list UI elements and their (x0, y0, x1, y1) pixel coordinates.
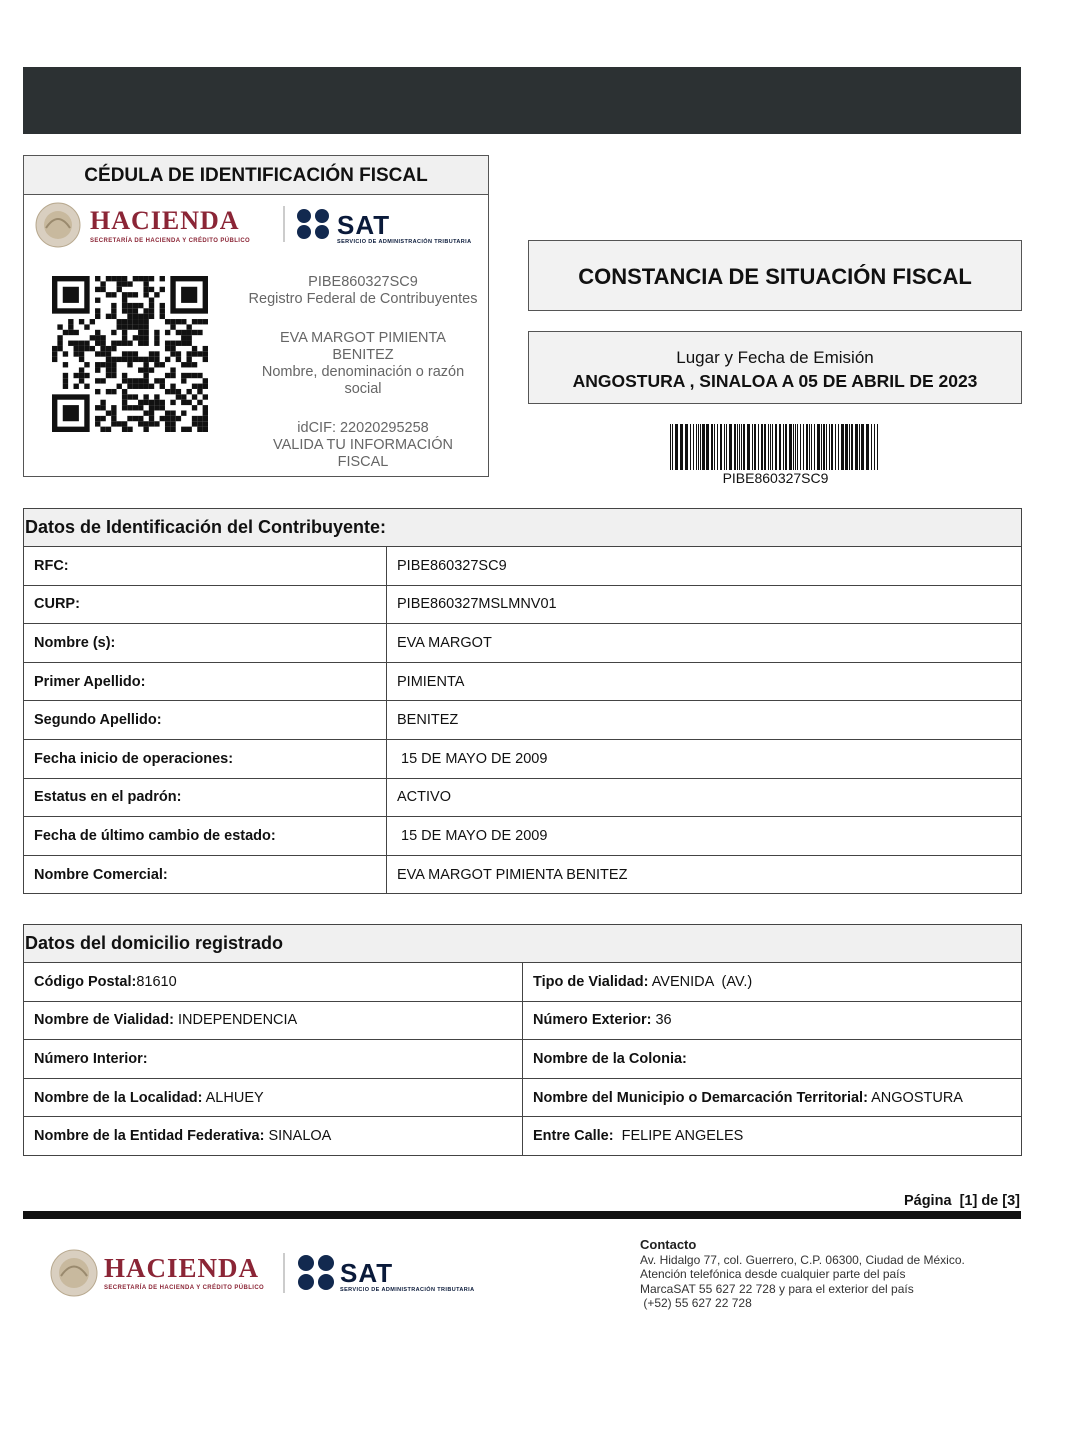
field-label: Entre Calle: (533, 1128, 614, 1145)
lugar-label: Lugar y Fecha de Emisión (676, 348, 874, 367)
contact-title: Contacto (640, 1237, 697, 1252)
row-label: Nombre (s): (24, 624, 387, 663)
footer-divider (23, 1211, 1021, 1219)
valida-link-line2[interactable]: FISCAL (337, 454, 389, 470)
row-value: BENITEZ (387, 701, 1022, 740)
contact-line: Atención telefónica desde cualquier parte del país (640, 1267, 906, 1282)
field-value: INDEPENDENCIA (173, 1012, 298, 1029)
field-label: Nombre de la Entidad Federativa: (34, 1128, 265, 1145)
row-value: EVA MARGOT (387, 624, 1022, 663)
table-row (24, 701, 1022, 740)
header-logos (32, 200, 482, 250)
contact-line: (+52) 55 627 22 728 (640, 1296, 752, 1311)
row-label: Segundo Apellido: (24, 701, 387, 740)
lugar-fecha-box (528, 331, 1022, 404)
qr-code (52, 276, 208, 432)
cedula-rfc: PIBE860327SC9 (308, 274, 418, 290)
field-label: Nombre de la Localidad: (34, 1089, 203, 1106)
field-label: Tipo de Vialidad: (533, 973, 649, 990)
barcode (668, 424, 883, 470)
table-row (24, 855, 1022, 894)
field-value: AVENIDA (AV.) (648, 973, 753, 990)
cedula-rfc-caption: Registro Federal de Contribuyentes (248, 291, 478, 307)
field-value: FELIPE ANGELES (613, 1128, 744, 1145)
row-value: 15 DE MAYO DE 2009 (387, 739, 1022, 778)
row-label: Estatus en el padrón: (24, 778, 387, 817)
field-value: 81610 (136, 973, 177, 990)
row-value: 15 DE MAYO DE 2009 (387, 817, 1022, 856)
contact-line: Av. Hidalgo 77, col. Guerrero, C.P. 06300, Ciudad de México. (640, 1252, 965, 1267)
row-value: EVA MARGOT PIMIENTA BENITEZ (387, 855, 1022, 894)
identificacion-table (23, 508, 1022, 894)
table-row (24, 739, 1022, 778)
lugar-value: ANGOSTURA , SINALOA A 05 DE ABRIL DE 2023 (572, 371, 978, 391)
row-label: Fecha inicio de operaciones: (24, 739, 387, 778)
field-label: Nombre del Municipio o Demarcación Territorial: (533, 1089, 868, 1106)
table-row (24, 624, 1022, 663)
footer-hacienda-subtitle: SECRETARÍA DE HACIENDA Y CRÉDITO PÚBLICO (104, 1285, 265, 1291)
constancia-title: CONSTANCIA DE SITUACIÓN FISCAL (528, 240, 1022, 311)
contact-line: MarcaSAT 55 627 22 728 y para el exterior del país (640, 1281, 914, 1296)
table-row (24, 1001, 1022, 1040)
table-row (24, 547, 1022, 586)
field-value: 36 (651, 1012, 672, 1029)
barcode-text: PIBE860327SC9 (722, 470, 829, 486)
table-row (24, 1117, 1022, 1156)
row-value: PIMIENTA (387, 662, 1022, 701)
field-label: Código Postal: (34, 973, 137, 990)
footer-sat-subtitle: SERVICIO DE ADMINISTRACIÓN TRIBUTARIA (340, 1287, 475, 1293)
row-label: Fecha de último cambio de estado: (24, 817, 387, 856)
table-row (24, 963, 1022, 1002)
field-value: ANGOSTURA (867, 1089, 963, 1106)
footer-sat-wordmark: SAT (340, 1258, 394, 1288)
cedula-name-caption-line1: Nombre, denominación o razón (261, 364, 465, 380)
sat-subtitle: SERVICIO DE ADMINISTRACIÓN TRIBUTARIA (337, 239, 472, 245)
cedula-name-caption-line2: social (344, 381, 382, 397)
domicilio-title: Datos del domicilio registrado (24, 925, 1022, 963)
cedula-name-line1: EVA MARGOT PIMIENTA (280, 330, 446, 346)
table-row (24, 817, 1022, 856)
row-label: Primer Apellido: (24, 662, 387, 701)
cedula-name-line2: BENITEZ (332, 347, 394, 363)
field-label: Nombre de la Colonia: (533, 1050, 687, 1067)
hacienda-subtitle: SECRETARÍA DE HACIENDA Y CRÉDITO PÚBLICO (90, 238, 251, 244)
sat-wordmark: SAT (337, 210, 391, 240)
valida-link-line1[interactable]: VALIDA TU INFORMACIÓN (273, 437, 453, 453)
footer-hacienda-wordmark: HACIENDA (104, 1253, 260, 1283)
table-row (24, 1078, 1022, 1117)
row-value: PIBE860327MSLMNV01 (387, 585, 1022, 624)
row-label: Nombre Comercial: (24, 855, 387, 894)
field-label: Número Interior: (34, 1050, 148, 1067)
table-row (24, 585, 1022, 624)
contact-block (640, 1238, 1020, 1311)
field-value: SINALOA (264, 1128, 332, 1145)
domicilio-table (23, 924, 1022, 1156)
row-value: PIBE860327SC9 (387, 547, 1022, 586)
field-value: ALHUEY (202, 1089, 264, 1106)
field-label: Número Exterior: (533, 1012, 652, 1029)
identificacion-title: Datos de Identificación del Contribuyente: (24, 509, 1022, 547)
row-value: ACTIVO (387, 778, 1022, 817)
top-banner (23, 67, 1021, 134)
footer-logos (50, 1245, 490, 1301)
page-indicator: Página [1] de [3] (903, 1193, 1020, 1209)
row-label: CURP: (24, 585, 387, 624)
table-row (24, 662, 1022, 701)
field-label: Nombre de Vialidad: (34, 1012, 174, 1029)
cedula-header: CÉDULA DE IDENTIFICACIÓN FISCAL (24, 156, 488, 195)
cedula-idcif: idCIF: 22020295258 (297, 420, 429, 436)
hacienda-wordmark: HACIENDA (90, 206, 240, 235)
table-row (24, 1040, 1022, 1079)
row-label: RFC: (24, 547, 387, 586)
table-row (24, 778, 1022, 817)
